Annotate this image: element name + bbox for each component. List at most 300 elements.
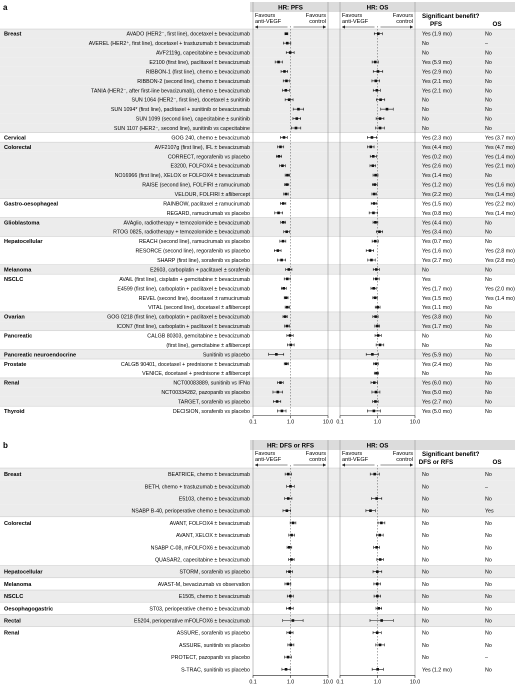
cancer-type-label: Renal [4,380,20,387]
benefit-value-2: No [485,107,492,114]
point-estimate [376,570,379,573]
cancer-type-label: Thyroid [4,408,25,415]
favours-left-label: Favours [342,451,363,457]
favours-left-label: Favours [255,13,276,19]
favours-left-arrowhead [255,25,258,28]
benefit-value-1: Yes (1.4 mo) [422,173,452,180]
row-background [0,480,515,492]
favours-right-arrowhead [323,25,326,28]
favours-right-label: Favours [392,13,413,19]
table-row [0,312,515,321]
point-estimate [374,221,377,224]
benefit-value-1: Yes [422,276,431,283]
point-estimate [376,631,379,634]
benefit-value-2: No [485,361,492,368]
point-estimate [287,656,290,659]
point-estimate [373,202,376,205]
row-background [0,639,515,651]
benefit-value-2: No [485,229,492,236]
table-row [0,189,515,198]
trial-label: CALGB 80303, gemcitabine ± bevacizumab [147,333,250,340]
benefit-value-1: Yes (3.8 mo) [422,314,452,321]
row-background [0,553,515,565]
trial-label: PROTECT, pazopanib vs placebo [171,655,250,662]
x-tick-label: 0.1 [336,419,344,426]
point-estimate [283,70,286,73]
benefit-value-2: No [485,342,492,349]
row-background [0,331,515,340]
trial-label: ST03, perioperative chemo ± bevacizumab [149,606,250,613]
table-row [0,265,515,274]
favours-left-label: Favours [342,13,363,19]
point-estimate [295,117,298,120]
benefit-value-1: Yes (2.1 mo) [422,88,452,95]
benefit-value-2: No [485,352,492,359]
point-estimate [277,212,280,215]
benefit-value-1: Yes (2.2 mo) [422,192,452,199]
trial-label: E4599 (first line), carboplatin + paclitaxel ± bevacizumab [117,286,250,293]
trial-label: VENICE, docetaxel + prednisone ± aflibercept [142,371,250,378]
hr-header-2: HR: OS [366,4,389,12]
point-estimate [292,522,295,525]
benefit-value-1: Yes (6.0 mo) [422,380,452,387]
table-row [0,208,515,217]
cancer-type-label: NSCLC [4,594,24,601]
trial-label: VITAL (second line), docetaxel ± aflibercept [148,305,250,312]
trial-label: S-TRAC, sunitinib vs placebo [181,667,250,674]
cancer-type-label: Hepatocellular [4,569,43,576]
benefit-value-2: No [485,173,492,180]
point-estimate [286,174,289,177]
benefit-value-1: Yes (1.2 mo) [422,667,452,674]
trial-label: VELOUR, FOLFIRI ± aflibercept [174,192,250,199]
trial-label: AVADO (HER2⁻, first line), docetaxel ± bevacizumab [126,31,250,38]
cancer-type-label: Hepatocellular [4,239,43,246]
benefit-value-2: No [485,60,492,67]
benefit-value-2: Yes (1.6 mo) [485,182,515,189]
cancer-type-label: Glioblastoma [4,220,40,227]
point-estimate [286,278,289,281]
benefit-value-2: No [485,69,492,76]
point-estimate [285,193,288,196]
point-estimate [375,546,378,549]
benefit-value-2: Yes (2.8 mo) [485,248,515,255]
trial-label: AVANT, XELOX ± bevacizumab [176,533,250,540]
table-row [0,142,515,151]
trial-label: Sunitinib vs placebo [202,352,250,359]
point-estimate [376,89,379,92]
point-estimate [386,108,389,111]
benefit-value-2: No [485,390,492,397]
point-estimate [374,61,377,64]
row-background [0,123,515,132]
benefit-header: Significant benefit? [422,13,480,20]
favours-right-arrowhead [323,463,326,466]
point-estimate [375,372,378,375]
x-tick-label: 10.0 [409,679,421,685]
favours-left-arrowhead [255,463,258,466]
table-row [0,480,515,492]
benefit-value-1: No [422,520,429,527]
benefit-value-1: Yes (2.6 mo) [422,163,452,170]
benefit-value-2: No [485,314,492,321]
benefit-value-2: No [485,380,492,387]
point-estimate [289,595,292,598]
benefit-value-2: No [485,569,492,576]
panel-a [0,2,515,426]
point-estimate [380,522,383,525]
benefit-value-1: No [422,569,429,576]
benefit-value-2: No [485,618,492,625]
table-row [0,590,515,602]
table-row [0,492,515,504]
trial-label: ASSURE, sorafenib vs placebo [176,630,250,637]
benefit-value-2: No [485,533,492,540]
trial-label: E2603, carboplatin + paclitaxel ± sorafenib [150,267,250,274]
row-background [0,578,515,590]
benefit-value-1: No [422,606,429,613]
trial-label: QUASAR2, capecitabine ± bevacizumab [154,557,250,564]
benefit-value-2: Yes (2.1 mo) [485,163,515,170]
point-estimate [276,400,279,403]
table-row [0,274,515,283]
point-estimate [376,668,379,671]
benefit-value-2: No [485,606,492,613]
point-estimate [282,287,285,290]
benefit-value-1: Yes (1.5 mo) [422,201,452,208]
table-row [0,114,515,123]
benefit-value-1: No [422,594,429,601]
trial-label: BEATRICE, chemo ± bevacizumab [168,472,250,479]
trial-label: SUN 1099 (second line), capecitabine ± sunitinib [135,116,250,123]
benefit-value-1: Yes (1.1 mo) [422,305,452,312]
point-estimate [286,325,289,328]
benefit-value-2: Yes (1.4 mo) [485,154,515,161]
trial-label: REACH (second line), ramucirumab vs placebo [139,239,250,246]
trial-label: E2100 (first line), paclitaxel ± bevacizumab [149,60,250,67]
table-row [0,505,515,517]
benefit-value-1: Yes (1.2 mo) [422,182,452,189]
trial-label: SHARP (first line), sorafenib vs placebo [157,258,250,265]
benefit-value-1: Yes (1.7 mo) [422,286,452,293]
cancer-type-label: Prostate [4,361,27,368]
x-tick-label: 10.0 [322,679,334,685]
trial-label: TARGET, sorafenib vs placebo [177,399,250,406]
benefit-value-1: No [422,97,429,104]
benefit-value-1: No [422,484,429,491]
point-estimate [369,509,372,512]
point-estimate [377,607,380,610]
point-estimate [287,497,290,500]
point-estimate [286,509,289,512]
trial-label: SUN 1094* (first line), paclitaxel + sunitinib or bevacizumab [110,107,250,114]
point-estimate [282,240,285,243]
benefit-value-2: No [485,472,492,479]
point-estimate [379,644,382,647]
trial-label: NSABP C-08, mFOLFOX6 ± bevacizumab [150,545,250,552]
trial-label: RAINBOW, paclitaxel ± ramucirumab [163,201,250,208]
cancer-type-label: Colorectal [4,520,32,527]
point-estimate [290,344,293,347]
table-row [0,104,515,113]
benefit-value-1: Yes (2.3 mo) [422,135,452,142]
trial-label: NSABP B-40, perioperative chemo ± bevacizumab [131,508,250,515]
trial-label: REGARD, ramucirumab vs placebo [166,210,250,217]
benefit-value-1: Yes (2.9 mo) [422,69,452,76]
table-row [0,152,515,161]
trial-label: E3200, FOLFOX4 ± bevacizumab [170,163,250,170]
table-row [0,246,515,255]
table-row [0,387,515,396]
x-tick-label: 1.0 [286,679,295,685]
trial-label: AVAiL (first line), cisplatin + gemcitabine ± bevacizumab [119,276,250,283]
benefit-value-1: Yes (2.7 mo) [422,399,452,406]
point-estimate [380,619,383,622]
trial-label: ASSURE, sunitinib vs placebo [179,642,250,649]
point-estimate [372,164,375,167]
point-estimate [371,136,374,139]
point-estimate [286,42,289,45]
point-estimate [372,287,375,290]
row-background [0,602,515,614]
point-estimate [374,315,377,318]
table-row [0,406,515,415]
benefit-value-1: No [422,508,429,515]
favours-left-label: Favours [255,451,276,457]
table-row [0,236,515,245]
table-row [0,255,515,264]
table-row [0,170,515,179]
row-background [0,651,515,663]
hr-header-2: HR: OS [366,442,389,450]
cancer-type-label: Ovarian [4,314,25,321]
table-row [0,468,515,480]
point-estimate [374,240,377,243]
favours-left-label: anti-VEGF [342,19,369,25]
trial-label: REVEL (second line), docetaxel ± ramucirumab [138,295,250,302]
x-tick-label: 10.0 [409,419,421,426]
point-estimate [373,381,376,384]
trial-label: E5204, perioperative mFOLFOX6 ± bevacizumab [134,618,250,625]
point-estimate [290,558,293,561]
point-estimate [285,89,288,92]
panel-label: a [3,3,8,12]
cancer-type-label: Renal [4,630,20,637]
favours-right-label: Favours [305,451,326,457]
table-row [0,199,515,208]
point-estimate [285,668,288,671]
table-row [0,48,515,57]
trial-label: STORM, sorafenib vs placebo [179,569,250,576]
point-estimate [292,619,295,622]
point-estimate [288,570,291,573]
point-estimate [374,80,377,83]
benefit-value-2: No [485,324,492,331]
benefit-value-2: – [485,41,488,48]
benefit-value-2: Yes (1.4 mo) [485,295,515,302]
benefit-col-1-header: DFS or RFS [418,459,454,466]
row-background [0,468,515,480]
table-row [0,614,515,626]
x-tick-label: 1.0 [373,679,382,685]
benefit-value-2: Yes (1.4 mo) [485,192,515,199]
benefit-col-2-header: OS [492,21,502,28]
point-estimate [375,391,378,394]
favours-right-arrowhead [410,25,413,28]
point-estimate [297,108,300,111]
row-background [0,274,515,283]
x-tick-label: 1.0 [373,419,382,426]
point-estimate [375,362,378,365]
table-row [0,123,515,132]
row-background [0,529,515,541]
benefit-value-2: Yes (2.0 mo) [485,286,515,293]
trial-label: NCT00083889, sunitinib vs IFNα [173,380,250,387]
trial-label: RESORCE (second line), regorafenib vs placebo [135,248,250,255]
favours-right-label: control [396,457,413,463]
benefit-value-2: No [485,408,492,415]
favours-right-label: control [309,19,326,25]
row-background [0,95,515,104]
table-row [0,321,515,330]
table-row [0,553,515,565]
benefit-value-1: No [422,267,429,274]
point-estimate [283,136,286,139]
point-estimate [287,583,290,586]
point-estimate [277,391,280,394]
trial-label: SUN 1107 (HER2⁻, second line), sunitinib vs capecitabine [113,126,250,133]
point-estimate [376,306,379,309]
point-estimate [282,202,285,205]
table-row [0,133,515,142]
hr-header-1: HR: DFS or RFS [266,442,315,450]
trial-label: CORRECT, regorafenib vs placebo [167,154,250,161]
benefit-value-1: Yes (1.6 mo) [422,248,452,255]
benefit-value-2: No [485,557,492,564]
benefit-value-2: No [485,78,492,85]
point-estimate [379,344,382,347]
table-row [0,293,515,302]
point-estimate [289,51,292,54]
benefit-value-2: No [485,581,492,588]
benefit-value-2: No [485,545,492,552]
point-estimate [284,315,287,318]
table-row [0,95,515,104]
favours-right-label: Favours [305,13,326,19]
point-estimate [287,473,290,476]
trial-label: SUN 1064 (HER2⁻, first line), docetaxel ± sunitinib [131,97,250,104]
benefit-header: Significant benefit? [422,451,480,458]
table-row [0,218,515,227]
point-estimate [376,595,379,598]
table-row [0,578,515,590]
point-estimate [285,32,288,35]
trial-label: CALGB 90401, docetaxel + prednisone ± bevacizumab [120,361,250,368]
cancer-type-label: Cervical [4,135,26,142]
row-background [0,590,515,602]
point-estimate [373,473,376,476]
cancer-type-label: NSCLC [4,276,24,283]
benefit-value-2: No [485,50,492,57]
benefit-value-1: Yes (1.7 mo) [422,324,452,331]
cancer-type-label: Breast [4,472,22,479]
x-tick-label: 1.0 [286,419,295,426]
favours-right-label: control [309,457,326,463]
point-estimate [285,296,288,299]
benefit-value-2: Yes (3.7 mo) [485,135,515,142]
benefit-value-2: No [485,496,492,503]
point-estimate [285,183,288,186]
point-estimate [378,230,381,233]
row-background [0,340,515,349]
row-background [0,492,515,504]
trial-label: RTOG 0825, radiotherapy + temozolomide ± bevacizumab [113,229,250,236]
row-background [0,627,515,639]
benefit-value-2: No [485,31,492,38]
benefit-value-1: Yes (5.0 mo) [422,408,452,415]
table-row [0,302,515,311]
benefit-value-1: Yes (4.4 mo) [422,144,452,151]
trial-label: (first line), gemcitabine ± aflibercept [166,342,250,349]
x-tick-label: 0.1 [336,679,344,685]
table-row [0,29,515,38]
x-tick-label: 0.1 [249,679,257,685]
cancer-type-label: Pancreatic neuroendocrine [4,352,77,359]
table-row [0,350,515,359]
point-estimate [377,70,380,73]
benefit-value-1: No [422,533,429,540]
trial-label: E5103, chemo ± bevacizumab [178,496,250,503]
row-background [0,505,515,517]
row-background [0,104,515,113]
point-estimate [377,334,380,337]
row-background [0,48,515,57]
trial-label: RIBBON-2 (second line), chemo ± bevacizumab [137,78,250,85]
point-estimate [285,230,288,233]
point-estimate [290,534,293,537]
point-estimate [375,268,378,271]
point-estimate [378,534,381,537]
point-estimate [377,32,380,35]
benefit-value-1: No [422,126,429,133]
table-row [0,627,515,639]
point-estimate [374,296,377,299]
table-row [0,541,515,553]
benefit-value-1: No [422,41,429,48]
benefit-value-2: No [485,371,492,378]
point-estimate [370,259,373,262]
table-row [0,529,515,541]
favours-left-arrowhead [342,25,345,28]
table-row [0,651,515,663]
benefit-value-2: No [485,239,492,246]
benefit-value-2: No [485,630,492,637]
trial-label: AVEREL (HER2⁺, first line), docetaxel + trastuzumab ± bevacizumab [88,41,250,48]
row-background [0,566,515,578]
benefit-value-2: – [485,484,488,491]
benefit-value-2: – [485,655,488,662]
benefit-value-1: No [422,50,429,57]
benefit-value-2: No [485,116,492,123]
benefit-value-2: No [485,97,492,104]
point-estimate [288,546,291,549]
point-estimate [379,117,382,120]
point-estimate [373,193,376,196]
table-row [0,359,515,368]
table-row [0,180,515,189]
trial-label: AVAST-M, bevacizumab vs observation [157,581,250,588]
table-row [0,57,515,66]
